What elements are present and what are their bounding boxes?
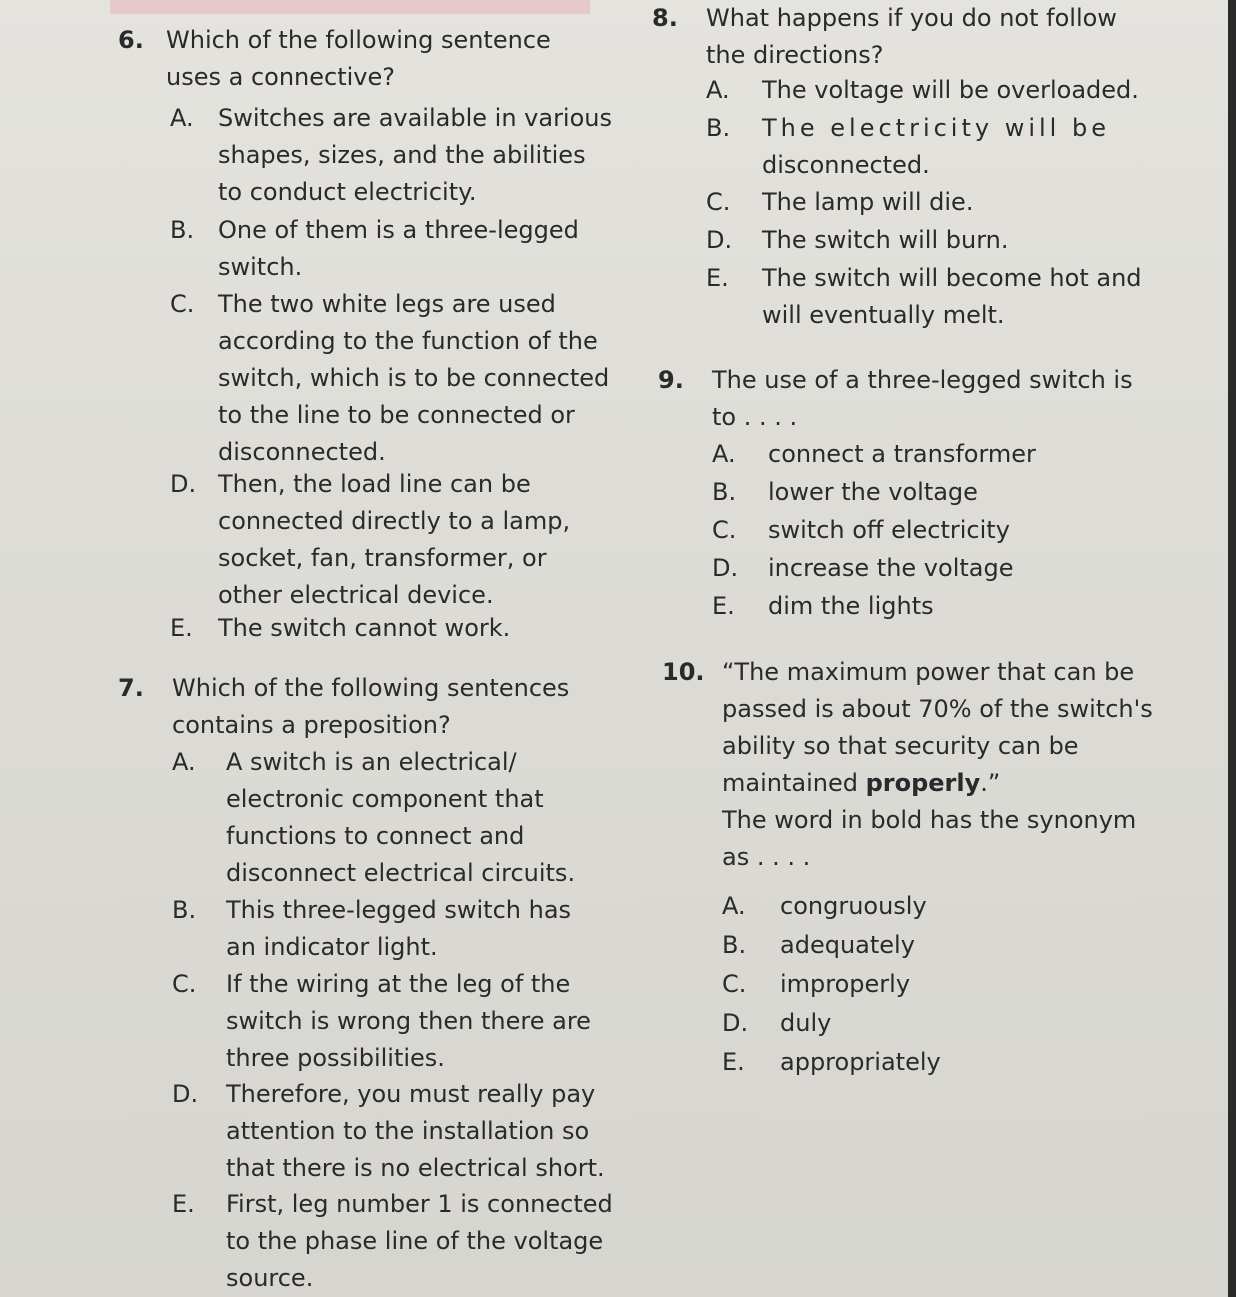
option-text-line: switch.: [218, 253, 303, 281]
option-letter: B.: [712, 478, 737, 506]
option-text-line: The switch will burn.: [762, 226, 1009, 254]
option-letter: B.: [706, 114, 731, 142]
option-text-line: The lamp will die.: [762, 188, 974, 216]
option-text-line: The switch will become hot and: [762, 264, 1142, 292]
option-letter: C.: [172, 970, 197, 998]
question-stem-line: uses a connective?: [166, 63, 395, 91]
option-text-line: First, leg number 1 is connected: [226, 1190, 613, 1218]
option-text-line: switch is wrong then there are: [226, 1007, 591, 1035]
option-letter: C.: [706, 188, 731, 216]
question-stem-line: Which of the following sentence: [166, 26, 551, 54]
page-right-edge: [1228, 0, 1236, 1297]
option-text-line: The voltage will be overloaded.: [762, 76, 1139, 104]
option-text-line: to conduct electricity.: [218, 178, 477, 206]
option-letter: E.: [172, 1190, 195, 1218]
question-stem-line: as . . . .: [722, 843, 811, 871]
option-text-line: One of them is a three-legged: [218, 216, 579, 244]
option-text-line: This three-legged switch has: [226, 896, 572, 924]
question-stem-line: passed is about 70% of the switch's: [722, 695, 1153, 723]
option-letter: B.: [170, 216, 195, 244]
option-letter: B.: [172, 896, 197, 924]
question-stem-line-bold: [722, 765, 1153, 802]
option-text-line: If the wiring at the leg of the: [226, 970, 571, 998]
option-text-line: attention to the installation so: [226, 1117, 590, 1145]
option-letter: D.: [172, 1080, 199, 1108]
option-text-line: disconnect electrical circuits.: [226, 859, 576, 887]
option-text-line: three possibilities.: [226, 1044, 445, 1072]
option-letter: E.: [722, 1048, 745, 1076]
page-top-strip: [110, 0, 590, 14]
question-number: 10.: [662, 658, 705, 686]
option-text-line: to the line to be connected or: [218, 401, 575, 429]
option-text-line: connect a transformer: [768, 440, 1036, 468]
option-text-line: Therefore, you must really pay: [226, 1080, 596, 1108]
option-text-line: other electrical device.: [218, 581, 494, 609]
question-stem-line: the directions?: [706, 41, 884, 69]
question-stem-line: Which of the following sentences: [172, 674, 570, 702]
question-number: 8.: [652, 4, 678, 32]
option-text-line: switch, which is to be connected: [218, 364, 610, 392]
question-stem-line: The use of a three-legged switch is: [712, 366, 1133, 394]
stem-prefix: maintained: [722, 769, 866, 797]
option-letter: E.: [706, 264, 729, 292]
question-stem-line: “The maximum power that can be: [722, 658, 1135, 686]
option-text-line: congruously: [780, 892, 927, 920]
option-text-line: dim the lights: [768, 592, 934, 620]
option-text-line: switch off electricity: [768, 516, 1010, 544]
option-letter: E.: [712, 592, 735, 620]
option-letter: B.: [722, 931, 747, 959]
question-number: 6.: [118, 26, 144, 54]
option-text-line: improperly: [780, 970, 911, 998]
bold-word: properly: [865, 769, 981, 797]
option-letter: A.: [172, 748, 196, 776]
option-text-line: Switches are available in various: [218, 104, 612, 132]
option-text-line: appropriately: [780, 1048, 941, 1076]
option-letter: D.: [706, 226, 733, 254]
option-letter: D.: [712, 554, 739, 582]
option-letter: A.: [722, 892, 746, 920]
option-text-line: The electricity will be: [762, 114, 1110, 142]
question-stem-line: to . . . .: [712, 403, 798, 431]
option-text-line: socket, fan, transformer, or: [218, 544, 547, 572]
option-text-line: adequately: [780, 931, 915, 959]
option-letter: C.: [170, 290, 195, 318]
option-text-line: will eventually melt.: [762, 301, 1005, 329]
question-stem-line: The word in bold has the synonym: [722, 806, 1137, 834]
option-text-line: disconnected.: [218, 438, 386, 466]
option-text-line: source.: [226, 1264, 314, 1292]
option-text-line: that there is no electrical short.: [226, 1154, 605, 1182]
option-letter: A.: [712, 440, 736, 468]
option-text-line: Then, the load line can be: [218, 470, 531, 498]
option-text-line: according to the function of the: [218, 327, 598, 355]
option-text-line: connected directly to a lamp,: [218, 507, 571, 535]
option-letter: E.: [170, 614, 193, 642]
option-letter: A.: [706, 76, 730, 104]
option-text-line: The two white legs are used: [218, 290, 556, 318]
option-text-line: increase the voltage: [768, 554, 1014, 582]
option-text-line: lower the voltage: [768, 478, 978, 506]
option-letter: D.: [722, 1009, 749, 1037]
question-stem-line: contains a preposition?: [172, 711, 451, 739]
option-letter: D.: [170, 470, 197, 498]
question-number: 9.: [658, 366, 684, 394]
question-stem-line: What happens if you do not follow: [706, 4, 1117, 32]
option-text-line: duly: [780, 1009, 832, 1037]
option-text-line: disconnected.: [762, 151, 930, 179]
option-text-line: functions to connect and: [226, 822, 525, 850]
option-letter: C.: [722, 970, 747, 998]
question-number: 7.: [118, 674, 144, 702]
option-text-line: electronic component that: [226, 785, 544, 813]
option-letter: C.: [712, 516, 737, 544]
option-letter: A.: [170, 104, 194, 132]
option-text-line: shapes, sizes, and the abilities: [218, 141, 586, 169]
stem-suffix: .”: [980, 769, 1001, 797]
option-text-line: A switch is an electrical/: [226, 748, 517, 776]
option-text-line: to the phase line of the voltage: [226, 1227, 604, 1255]
option-text-line: an indicator light.: [226, 933, 438, 961]
question-stem-line: ability so that security can be: [722, 732, 1079, 760]
option-text-line: The switch cannot work.: [218, 614, 511, 642]
